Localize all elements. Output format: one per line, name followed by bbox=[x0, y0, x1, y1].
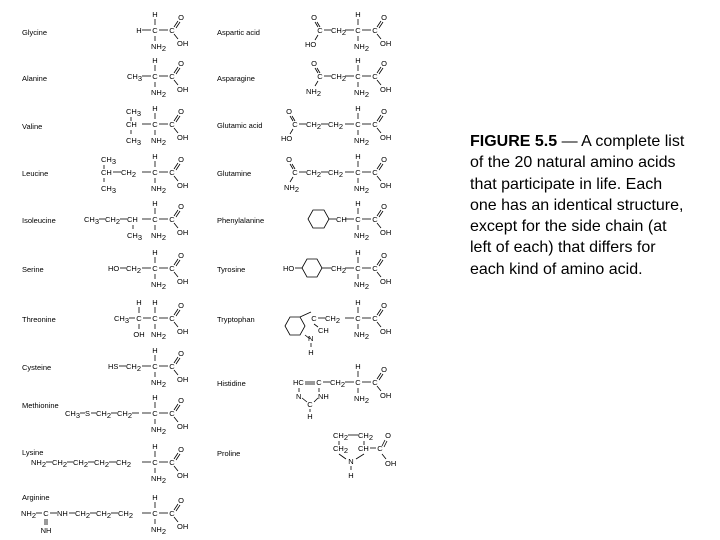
threonine-structure bbox=[22, 298, 188, 341]
formula-text: CH2 bbox=[333, 444, 349, 455]
formula-text: NH bbox=[57, 509, 68, 518]
formula-text: OH bbox=[177, 39, 189, 48]
formula-text: H bbox=[355, 104, 361, 113]
formula-text: OH bbox=[177, 471, 189, 480]
formula-text: OH bbox=[177, 522, 189, 531]
formula-text: OH bbox=[385, 459, 397, 468]
benzene-ring bbox=[308, 210, 329, 228]
formula-text: CH2 bbox=[328, 168, 344, 179]
formula-text: H bbox=[152, 104, 158, 113]
formula-text: C bbox=[169, 509, 175, 518]
formula-text: CH2 bbox=[75, 509, 91, 520]
formula-text: C bbox=[355, 72, 361, 81]
amino-acid-name: Glutamine bbox=[217, 169, 252, 178]
amino-acid-name: Glutamic acid bbox=[217, 121, 263, 130]
glutamic-acid-structure bbox=[217, 104, 391, 147]
formula-text: H bbox=[355, 298, 361, 307]
formula-text: C bbox=[372, 264, 378, 273]
amino-acid-name: Aspartic acid bbox=[217, 28, 260, 37]
formula-text: O bbox=[311, 13, 317, 22]
formula-text: C bbox=[43, 509, 49, 518]
formula-text: H bbox=[152, 346, 158, 355]
formula-text: C bbox=[169, 458, 175, 467]
amino-acid-name: Glycine bbox=[22, 28, 48, 37]
formula-text: H bbox=[355, 10, 361, 19]
figure-caption bbox=[470, 131, 685, 280]
amino-acid-name: Isoleucine bbox=[22, 216, 56, 225]
formula-text: C bbox=[152, 168, 158, 177]
formula-text: NH2 bbox=[151, 525, 167, 536]
formula-text: O bbox=[178, 13, 184, 22]
formula-text: O bbox=[381, 59, 387, 68]
formula-text: C bbox=[169, 362, 175, 371]
formula-text: CH bbox=[127, 215, 138, 224]
formula-text: CH2 bbox=[105, 215, 121, 226]
formula-text: NH2 bbox=[354, 231, 370, 242]
formula-text: O bbox=[381, 365, 387, 374]
formula-text: O bbox=[381, 202, 387, 211]
formula-text: CH3 bbox=[65, 409, 81, 420]
indole-benzene-ring bbox=[285, 317, 305, 335]
formula-text: OH bbox=[380, 327, 392, 336]
formula-text: C bbox=[169, 120, 175, 129]
formula-text: S bbox=[85, 409, 91, 418]
formula-text: C bbox=[372, 72, 378, 81]
formula-text: OH bbox=[177, 277, 189, 286]
formula-text: O bbox=[178, 107, 184, 116]
formula-text: H bbox=[308, 348, 314, 357]
formula-text: C bbox=[317, 72, 323, 81]
formula-text: C bbox=[169, 215, 175, 224]
formula-text: H bbox=[136, 26, 142, 35]
formula-text: H bbox=[355, 248, 361, 257]
formula-text: CH2 bbox=[358, 431, 374, 442]
formula-text: HO bbox=[283, 264, 295, 273]
formula-text: H bbox=[152, 493, 158, 502]
formula-text: O bbox=[311, 59, 317, 68]
formula-text: OH bbox=[133, 330, 145, 339]
formula-text: CH2 bbox=[330, 378, 346, 389]
formula-text: CH bbox=[358, 444, 369, 453]
formula-text: OH bbox=[380, 133, 392, 142]
formula-text: NH2 bbox=[354, 136, 370, 147]
formula-text: CH bbox=[126, 120, 137, 129]
lysine-structure bbox=[22, 442, 188, 485]
formula-text: NH2 bbox=[306, 87, 322, 98]
formula-text: C bbox=[372, 215, 378, 224]
formula-text: NH2 bbox=[151, 88, 167, 99]
formula-text: H bbox=[355, 152, 361, 161]
amino-acid-name: Proline bbox=[217, 449, 241, 458]
formula-text: H bbox=[152, 10, 158, 19]
formula-text: NH2 bbox=[354, 280, 370, 291]
formula-text: C bbox=[152, 72, 158, 81]
formula-text: NH2 bbox=[354, 42, 370, 53]
formula-text: OH bbox=[177, 228, 189, 237]
formula-text: CH3 bbox=[126, 107, 142, 118]
proline-structure bbox=[217, 431, 396, 480]
formula-text: CH2 bbox=[96, 509, 112, 520]
formula-text: NH bbox=[318, 392, 329, 401]
formula-text: C bbox=[372, 120, 378, 129]
formula-text: CH2 bbox=[306, 120, 322, 131]
phenylalanine-structure bbox=[217, 199, 391, 242]
formula-text: CH2 bbox=[333, 431, 349, 442]
tryptophan-structure bbox=[217, 298, 391, 357]
formula-text: H bbox=[152, 56, 158, 65]
formula-text: C bbox=[152, 509, 158, 518]
formula-text: CH2 bbox=[73, 458, 89, 469]
formula-text: CH2 bbox=[306, 168, 322, 179]
formula-text: CH3 bbox=[126, 136, 142, 147]
formula-text: NH2 bbox=[21, 509, 37, 520]
formula-text: H bbox=[152, 248, 158, 257]
formula-text: H bbox=[355, 362, 361, 371]
amino-acid-name: Histidine bbox=[217, 379, 246, 388]
formula-text: NH2 bbox=[354, 330, 370, 341]
amino-acid-name: Valine bbox=[22, 122, 43, 131]
formula-text: C bbox=[307, 400, 313, 409]
amino-acid-name: Alanine bbox=[22, 74, 48, 83]
formula-text: CH2 bbox=[126, 264, 142, 275]
formula-text: HO bbox=[281, 134, 293, 143]
bond bbox=[315, 81, 318, 86]
formula-text: H bbox=[152, 199, 158, 208]
formula-text: OH bbox=[177, 327, 189, 336]
formula-text: CH2 bbox=[331, 72, 347, 83]
formula-text: CH2 bbox=[121, 168, 137, 179]
formula-text: C bbox=[169, 314, 175, 323]
amino-acid-name: Phenylalanine bbox=[217, 216, 265, 225]
formula-text: C bbox=[152, 362, 158, 371]
formula-text: CH bbox=[101, 168, 112, 177]
formula-text: OH bbox=[177, 375, 189, 384]
formula-text: O bbox=[178, 396, 184, 405]
formula-text: NH2 bbox=[151, 136, 167, 147]
formula-text: C bbox=[152, 26, 158, 35]
formula-text: CH2 bbox=[96, 409, 112, 420]
bond bbox=[302, 398, 307, 402]
formula-text: H bbox=[152, 152, 158, 161]
formula-text: O bbox=[178, 155, 184, 164]
formula-text: H bbox=[348, 471, 354, 480]
methionine-structure bbox=[22, 393, 188, 436]
amino-acid-name: Cysteine bbox=[22, 363, 52, 372]
amino-acid-name: Serine bbox=[22, 265, 44, 274]
arginine-structure bbox=[21, 493, 188, 536]
valine-structure bbox=[22, 104, 188, 147]
formula-text: O bbox=[286, 107, 292, 116]
formula-text: C bbox=[169, 26, 175, 35]
formula-text: H bbox=[152, 298, 158, 307]
formula-text: C bbox=[152, 120, 158, 129]
formula-text: HO bbox=[305, 40, 317, 49]
formula-text: O bbox=[178, 59, 184, 68]
formula-text: C bbox=[152, 458, 158, 467]
formula-text: CH2 bbox=[328, 120, 344, 131]
formula-text: C bbox=[377, 444, 383, 453]
caption-label: FIGURE 5.5 bbox=[470, 133, 558, 150]
amino-acid-name: Threonine bbox=[22, 315, 56, 324]
formula-text: O bbox=[178, 251, 184, 260]
formula-text: C bbox=[355, 378, 361, 387]
bond bbox=[300, 312, 311, 317]
formula-text: H bbox=[307, 412, 313, 421]
aspartic-acid-structure bbox=[217, 10, 391, 53]
bond bbox=[356, 454, 364, 459]
asparagine-structure bbox=[217, 56, 391, 99]
bond bbox=[290, 177, 293, 182]
formula-text: C bbox=[152, 264, 158, 273]
formula-text: C bbox=[372, 314, 378, 323]
formula-text: CH3 bbox=[84, 215, 100, 226]
formula-text: C bbox=[355, 314, 361, 323]
phenol-ring bbox=[302, 259, 322, 277]
formula-text: O bbox=[381, 155, 387, 164]
formula-text: O bbox=[178, 301, 184, 310]
formula-text: C bbox=[355, 168, 361, 177]
formula-text: CH2 bbox=[126, 362, 142, 373]
formula-text: OH bbox=[380, 181, 392, 190]
formula-text: NH2 bbox=[151, 378, 167, 389]
amino-acid-name: Tyrosine bbox=[217, 265, 246, 274]
amino-acid-name: Lysine bbox=[22, 448, 44, 457]
formula-text: C bbox=[169, 168, 175, 177]
formula-text: CH2 bbox=[325, 314, 341, 325]
formula-text: O bbox=[178, 496, 184, 505]
formula-text: OH bbox=[177, 85, 189, 94]
formula-text: H bbox=[136, 298, 142, 307]
formula-text: HO bbox=[108, 264, 120, 273]
formula-text: C bbox=[372, 168, 378, 177]
formula-text: C bbox=[372, 378, 378, 387]
formula-text: O bbox=[381, 13, 387, 22]
formula-text: CH2 bbox=[118, 509, 134, 520]
formula-text: C bbox=[355, 120, 361, 129]
serine-structure bbox=[22, 248, 188, 291]
formula-text: C bbox=[152, 314, 158, 323]
formula-text: OH bbox=[380, 39, 392, 48]
formula-text: NH2 bbox=[151, 280, 167, 291]
formula-text: C bbox=[355, 264, 361, 273]
formula-text: CH3 bbox=[101, 184, 117, 195]
formula-text: O bbox=[178, 202, 184, 211]
formula-text: NH bbox=[40, 526, 52, 535]
formula-text: CH2 bbox=[331, 26, 347, 37]
histidine-structure bbox=[217, 362, 391, 421]
formula-text: NH2 bbox=[354, 88, 370, 99]
formula-text: CH3 bbox=[127, 231, 143, 242]
formula-text: OH bbox=[177, 133, 189, 142]
formula-text: O bbox=[286, 155, 292, 164]
formula-text: CH3 bbox=[127, 72, 143, 83]
amino-acid-name: Methionine bbox=[22, 401, 59, 410]
amino-acid-name: Asparagine bbox=[217, 74, 255, 83]
formula-text: OH bbox=[177, 422, 189, 431]
tyrosine-structure bbox=[217, 248, 391, 291]
formula-text: HC bbox=[293, 378, 304, 387]
formula-text: NH2 bbox=[31, 458, 47, 469]
formula-text: CH bbox=[318, 326, 329, 335]
formula-text: NH2 bbox=[151, 474, 167, 485]
cysteine-structure bbox=[22, 346, 188, 389]
formula-text: C bbox=[169, 409, 175, 418]
formula-text: CH2 bbox=[117, 409, 133, 420]
formula-text: CH bbox=[336, 215, 347, 224]
formula-text: NH2 bbox=[354, 184, 370, 195]
formula-text: N bbox=[348, 457, 354, 466]
formula-text: HS bbox=[108, 362, 119, 371]
formula-text: C bbox=[152, 215, 158, 224]
formula-text: OH bbox=[380, 228, 392, 237]
formula-text: N bbox=[308, 334, 314, 343]
formula-text: OH bbox=[380, 277, 392, 286]
glycine-structure bbox=[22, 10, 188, 53]
formula-text: NH2 bbox=[151, 425, 167, 436]
formula-text: O bbox=[381, 107, 387, 116]
formula-text: NH2 bbox=[151, 231, 167, 242]
formula-text: CH3 bbox=[114, 314, 130, 325]
formula-text: C bbox=[316, 378, 322, 387]
formula-text: H bbox=[152, 393, 158, 402]
formula-text: NH2 bbox=[151, 330, 167, 341]
formula-text: CH2 bbox=[331, 264, 347, 275]
formula-text: H bbox=[355, 56, 361, 65]
formula-text: CH2 bbox=[94, 458, 110, 469]
formula-text: NH2 bbox=[151, 42, 167, 53]
formula-text: NH2 bbox=[354, 394, 370, 405]
formula-text: OH bbox=[380, 85, 392, 94]
formula-text: CH2 bbox=[52, 458, 68, 469]
formula-text: OH bbox=[380, 391, 392, 400]
formula-text: C bbox=[152, 409, 158, 418]
formula-text: CH3 bbox=[101, 155, 117, 166]
formula-text: O bbox=[385, 431, 391, 440]
formula-text: OH bbox=[177, 181, 189, 190]
formula-text: C bbox=[169, 72, 175, 81]
amino-acid-name: Leucine bbox=[22, 169, 49, 178]
formula-text: C bbox=[136, 314, 142, 323]
amino-acid-name: Arginine bbox=[22, 493, 50, 502]
formula-text: CH2 bbox=[116, 458, 132, 469]
glutamine-structure bbox=[217, 152, 391, 195]
formula-text: C bbox=[317, 26, 323, 35]
formula-text: H bbox=[355, 199, 361, 208]
formula-text: NH2 bbox=[284, 183, 300, 194]
formula-text: O bbox=[178, 349, 184, 358]
formula-text: C bbox=[355, 26, 361, 35]
formula-text: O bbox=[381, 301, 387, 310]
formula-text: N bbox=[296, 392, 302, 401]
formula-text: C bbox=[169, 264, 175, 273]
amino-acid-name: Tryptophan bbox=[217, 315, 255, 324]
isoleucine-structure bbox=[22, 199, 188, 242]
formula-text: C bbox=[292, 120, 298, 129]
formula-text: O bbox=[178, 445, 184, 454]
formula-text: C bbox=[355, 215, 361, 224]
leucine-structure bbox=[22, 152, 188, 195]
formula-text: C bbox=[292, 168, 298, 177]
formula-text: O bbox=[381, 251, 387, 260]
formula-text: C bbox=[311, 314, 317, 323]
formula-text: C bbox=[372, 26, 378, 35]
formula-text: NH2 bbox=[151, 184, 167, 195]
caption-text: — A complete list of the 20 natural amino acids that participate in life. Each one has an identical structure, except for the side chain (at left of each) that differs for each kind of amino acid. bbox=[470, 133, 685, 278]
alanine-structure bbox=[22, 56, 188, 99]
formula-text: H bbox=[152, 442, 158, 451]
